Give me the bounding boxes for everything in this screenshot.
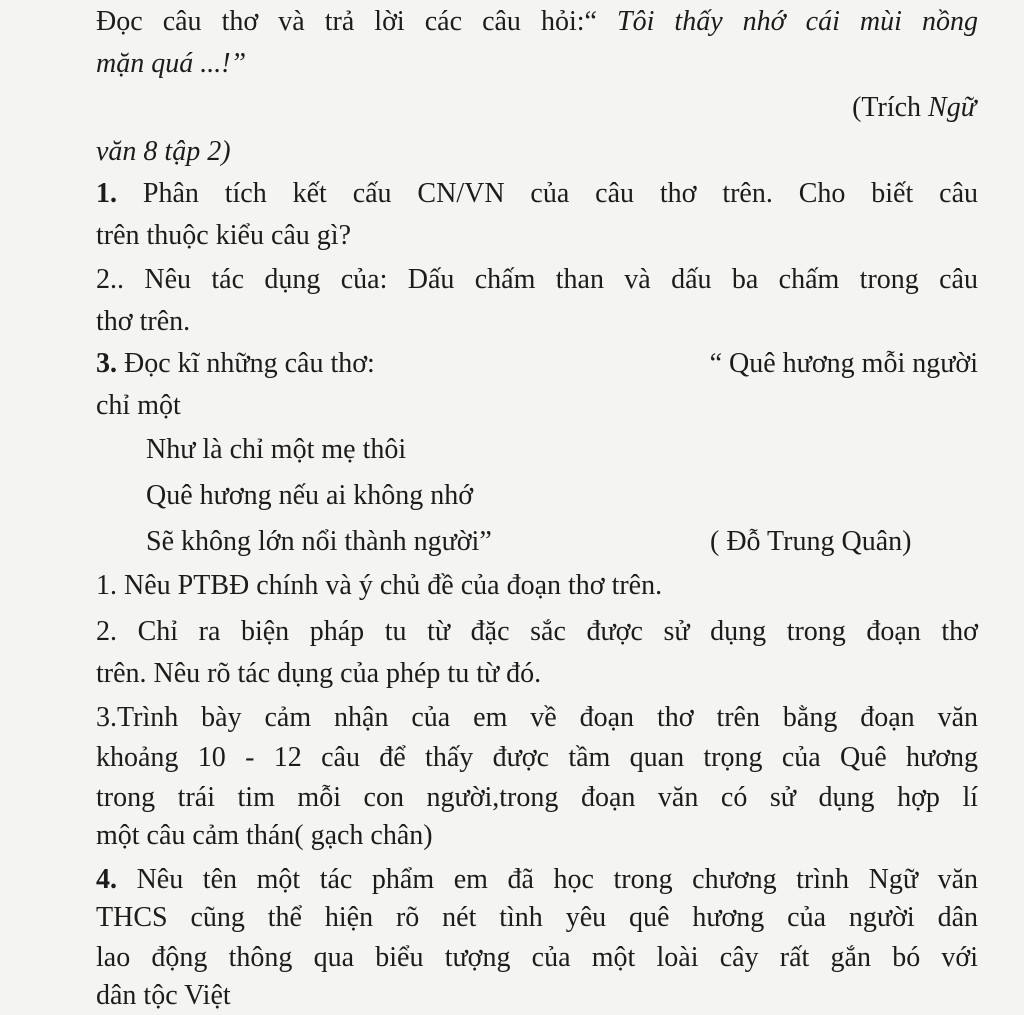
intro-quote-1: Tôi thấy nhớ cái mùi nồng [617,6,978,37]
poem-line-3: Quê hương nếu ai không nhớ [146,480,474,511]
sub-question-1: 1. Nêu PTBĐ chính và ý chủ đề của đoạn thơ trên. [96,570,663,601]
q4-line-4: dân tộc Việt [96,980,231,1011]
intro-quote-2: mặn quá ...!” [96,48,247,79]
sub-question-3-line-1: 3.Trình bày cảm nhận của em về đoạn thơ trên bằng đoạn văn [96,702,978,733]
poem-line-1a: “ Quê hương mỗi người [709,348,978,379]
q2-line-2: thơ trên. [96,306,191,337]
q3-label-line [96,350,375,378]
intro-line-2 [96,50,246,78]
sub-question-3-line-4: một câu cảm thán( gạch chân) [96,820,433,851]
sub-question-3-line-2: khoảng 10 - 12 câu để thấy được tầm quan trọng của Quê hương [96,742,978,773]
source-book: văn 8 tập 2) [96,136,231,167]
poem-author: ( Đỗ Trung Quân) [710,526,912,557]
source-line-2 [96,138,231,166]
q3-number: 3. [96,348,117,379]
q1-text-1: Phân tích kết cấu CN/VN của câu thơ trên. Cho biết câu [117,178,978,209]
sub-question-2-line-2: trên. Nêu rõ tác dụng của phép tu từ đó. [96,658,542,689]
q1-line-2: trên thuộc kiểu câu gì? [96,220,352,251]
q1-number: 1. [96,178,117,209]
poem-line-4: Sẽ không lớn nổi thành người” [146,526,492,557]
source-prefix: (Trích [852,92,929,123]
q4-number: 4. [96,864,117,895]
sub-question-2-line-1: 2. Chỉ ra biện pháp tu từ đặc sắc được sử dụng trong đoạn thơ [96,616,978,647]
q4-text-1: Nêu tên một tác phẩm em đã học trong chương trình Ngữ văn [117,864,978,895]
poem-line-2: Như là chỉ một mẹ thôi [146,434,407,465]
q4-line-2: THCS cũng thể hiện rõ nét tình yêu quê hương của người dân [96,902,978,933]
source-line-1 [852,94,976,122]
q4-line-3: lao động thông qua biểu tượng của một loài cây rất gắn bó với [96,942,978,973]
q2-line-1: 2.. Nêu tác dụng của: Dấu chấm than và dấu ba chấm trong câu [96,264,978,295]
sub-question-3-line-3: trong trái tim mỗi con người,trong đoạn văn có sử dụng hợp lí [96,782,978,813]
q3-label: Đọc kĩ những câu thơ: [117,348,375,379]
source-italic: Ngữ [928,92,976,123]
poem-line-1b: chỉ một [96,390,181,421]
intro-prefix: Đọc câu thơ và trả lời các câu hỏi:“ [96,6,618,37]
